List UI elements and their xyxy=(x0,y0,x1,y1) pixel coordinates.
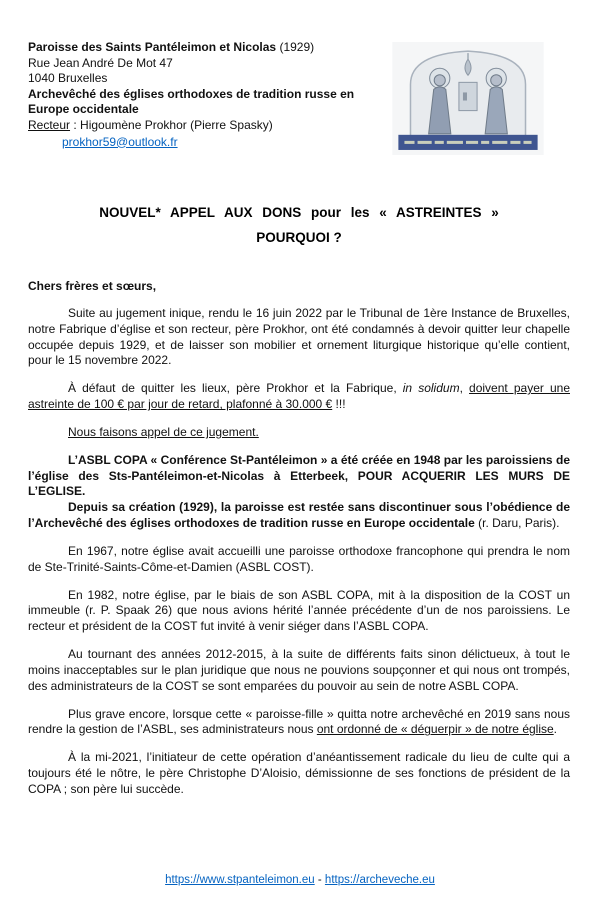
paragraph xyxy=(28,544,570,576)
letterhead-text xyxy=(28,40,386,150)
paragraph xyxy=(28,425,570,441)
text-segment: Depuis sa création (1929), la paroisse est restée sans discontinuer sous l’obédience de l’Archevêché des églises orthodoxes de tradition russe en Europe occidentale xyxy=(28,500,570,531)
email-link[interactable]: prokhor59@outlook.fr xyxy=(62,134,178,149)
footer-link-stpanteleimon[interactable]: https://www.stpanteleimon.eu xyxy=(165,874,315,886)
text-segment: , xyxy=(459,381,470,396)
text-segment: En 1982, notre église, par le biais de son ASBL COPA, mit à la disposition de la COST un immeuble (r. P. Spaak 26) que nous avions hérité l’année précédente d’un de nos paroissiens. Le recteur et président de la COST fut invité à venir siéger dans l’ASBL COPA. xyxy=(28,587,570,634)
text-segment: En 1967, notre église avait accueilli une paroisse orthodoxe francophone qui prendra le nom de Ste-Trinité-Saints-Côme-et-Damien (ASBL COST). xyxy=(28,543,570,574)
archdiocese-line: Archevêché des églises orthodoxes de tradition russe en Europe occidentale xyxy=(28,86,355,117)
footer xyxy=(0,874,600,886)
rector-label: Recteur xyxy=(28,117,71,132)
text-segment: Au tournant des années 2012-2015, à la suite de différents faits sinon délictueux, à tout le moins inacceptables sur le plan juridique que nous ne pouvions soupçonner et qui nous ont trompés, des administrateurs de la COST se sont emparées du pouvoir au sein de notre ASBL COPA. xyxy=(28,647,570,693)
parish-name: Paroisse des Saints Pantéleimon et Nicolas xyxy=(28,40,277,54)
text-segment: (r. Daru, Paris). xyxy=(474,516,560,531)
title-line-1: NOUVEL* APPEL AUX DONS pour les « ASTREINTES » xyxy=(99,205,499,220)
parish-name-line xyxy=(28,40,386,56)
text-segment: À défaut de quitter les lieux, père Prokhor et la Fabrique, xyxy=(68,381,403,396)
text-segment: Suite au jugement inique, rendu le 16 juin 2022 par le Tribunal de 1ère Instance de Bruxelles, notre Fabrique d’église et son recteur, père Prokhor, ont été condamnés à devoir quitter leur chapelle occupée depuis 1929, et de laisser son mobilier et ornement liturgique historique qu’elle contient, pour le 15 novembre 2022. xyxy=(28,306,570,368)
parish-logo xyxy=(392,42,544,155)
paragraph xyxy=(28,381,570,413)
salutation: Chers frères et sœurs, xyxy=(28,279,157,293)
text-segment: . xyxy=(553,722,558,737)
text-segment: in solidum xyxy=(402,381,460,396)
title-line-2: POURQUOI ? xyxy=(256,230,342,245)
paragraph xyxy=(28,500,570,532)
rector-name: : Higoumène Prokhor (Pierre Spasky) xyxy=(70,117,273,132)
text-segment: L’ASBL COPA « Conférence St-Pantéleimon » a été créée en 1948 par les paroissiens de l’église des Sts-Pantéleimon-et-Nicolas à Etterbeek, POUR ACQUERIR LES MURS DE L’EGLISE. xyxy=(28,452,570,499)
text-segment: ont ordonné de « déguerpir » de notre église xyxy=(316,722,554,737)
parish-emblem-image xyxy=(392,42,544,155)
email-line xyxy=(62,135,386,151)
paragraph xyxy=(28,306,570,369)
text-segment: doivent payer une astreinte de 100 € par jour de retard, plafonné à 30.000 € xyxy=(28,381,570,412)
text-segment: Plus grave encore, lorsque cette « paroisse-fille » quitta notre archevêché en 2019 sans nous rendre la gestion de l’ASBL, ses administrateurs nous xyxy=(28,706,570,737)
address-line-1: Rue Jean André De Mot 47 xyxy=(28,55,173,70)
paragraph xyxy=(28,453,570,500)
text-segment: !!! xyxy=(332,397,346,412)
address-line-2: 1040 Bruxelles xyxy=(28,71,108,86)
document-title xyxy=(28,205,570,245)
paragraph xyxy=(28,750,570,797)
letterhead xyxy=(28,40,570,155)
document-body xyxy=(28,306,570,798)
paragraph xyxy=(28,707,570,739)
parish-year: (1929) xyxy=(276,40,315,54)
text-segment: À la mi-2021, l’initiateur de cette opération d’anéantissement radicale du lieu de culte qui a toujours été le nôtre, le père Christophe D’Aloisio, démissionne de ses fonctions de président de la COPA ; son père lui succède. xyxy=(28,750,570,796)
rector-line xyxy=(28,118,386,134)
paragraph xyxy=(28,647,570,694)
footer-separator: - xyxy=(314,874,325,886)
footer-link-archeveche[interactable]: https://archeveche.eu xyxy=(324,874,435,886)
text-segment: Nous faisons appel de ce jugement. xyxy=(68,424,259,439)
paragraph xyxy=(28,588,570,635)
